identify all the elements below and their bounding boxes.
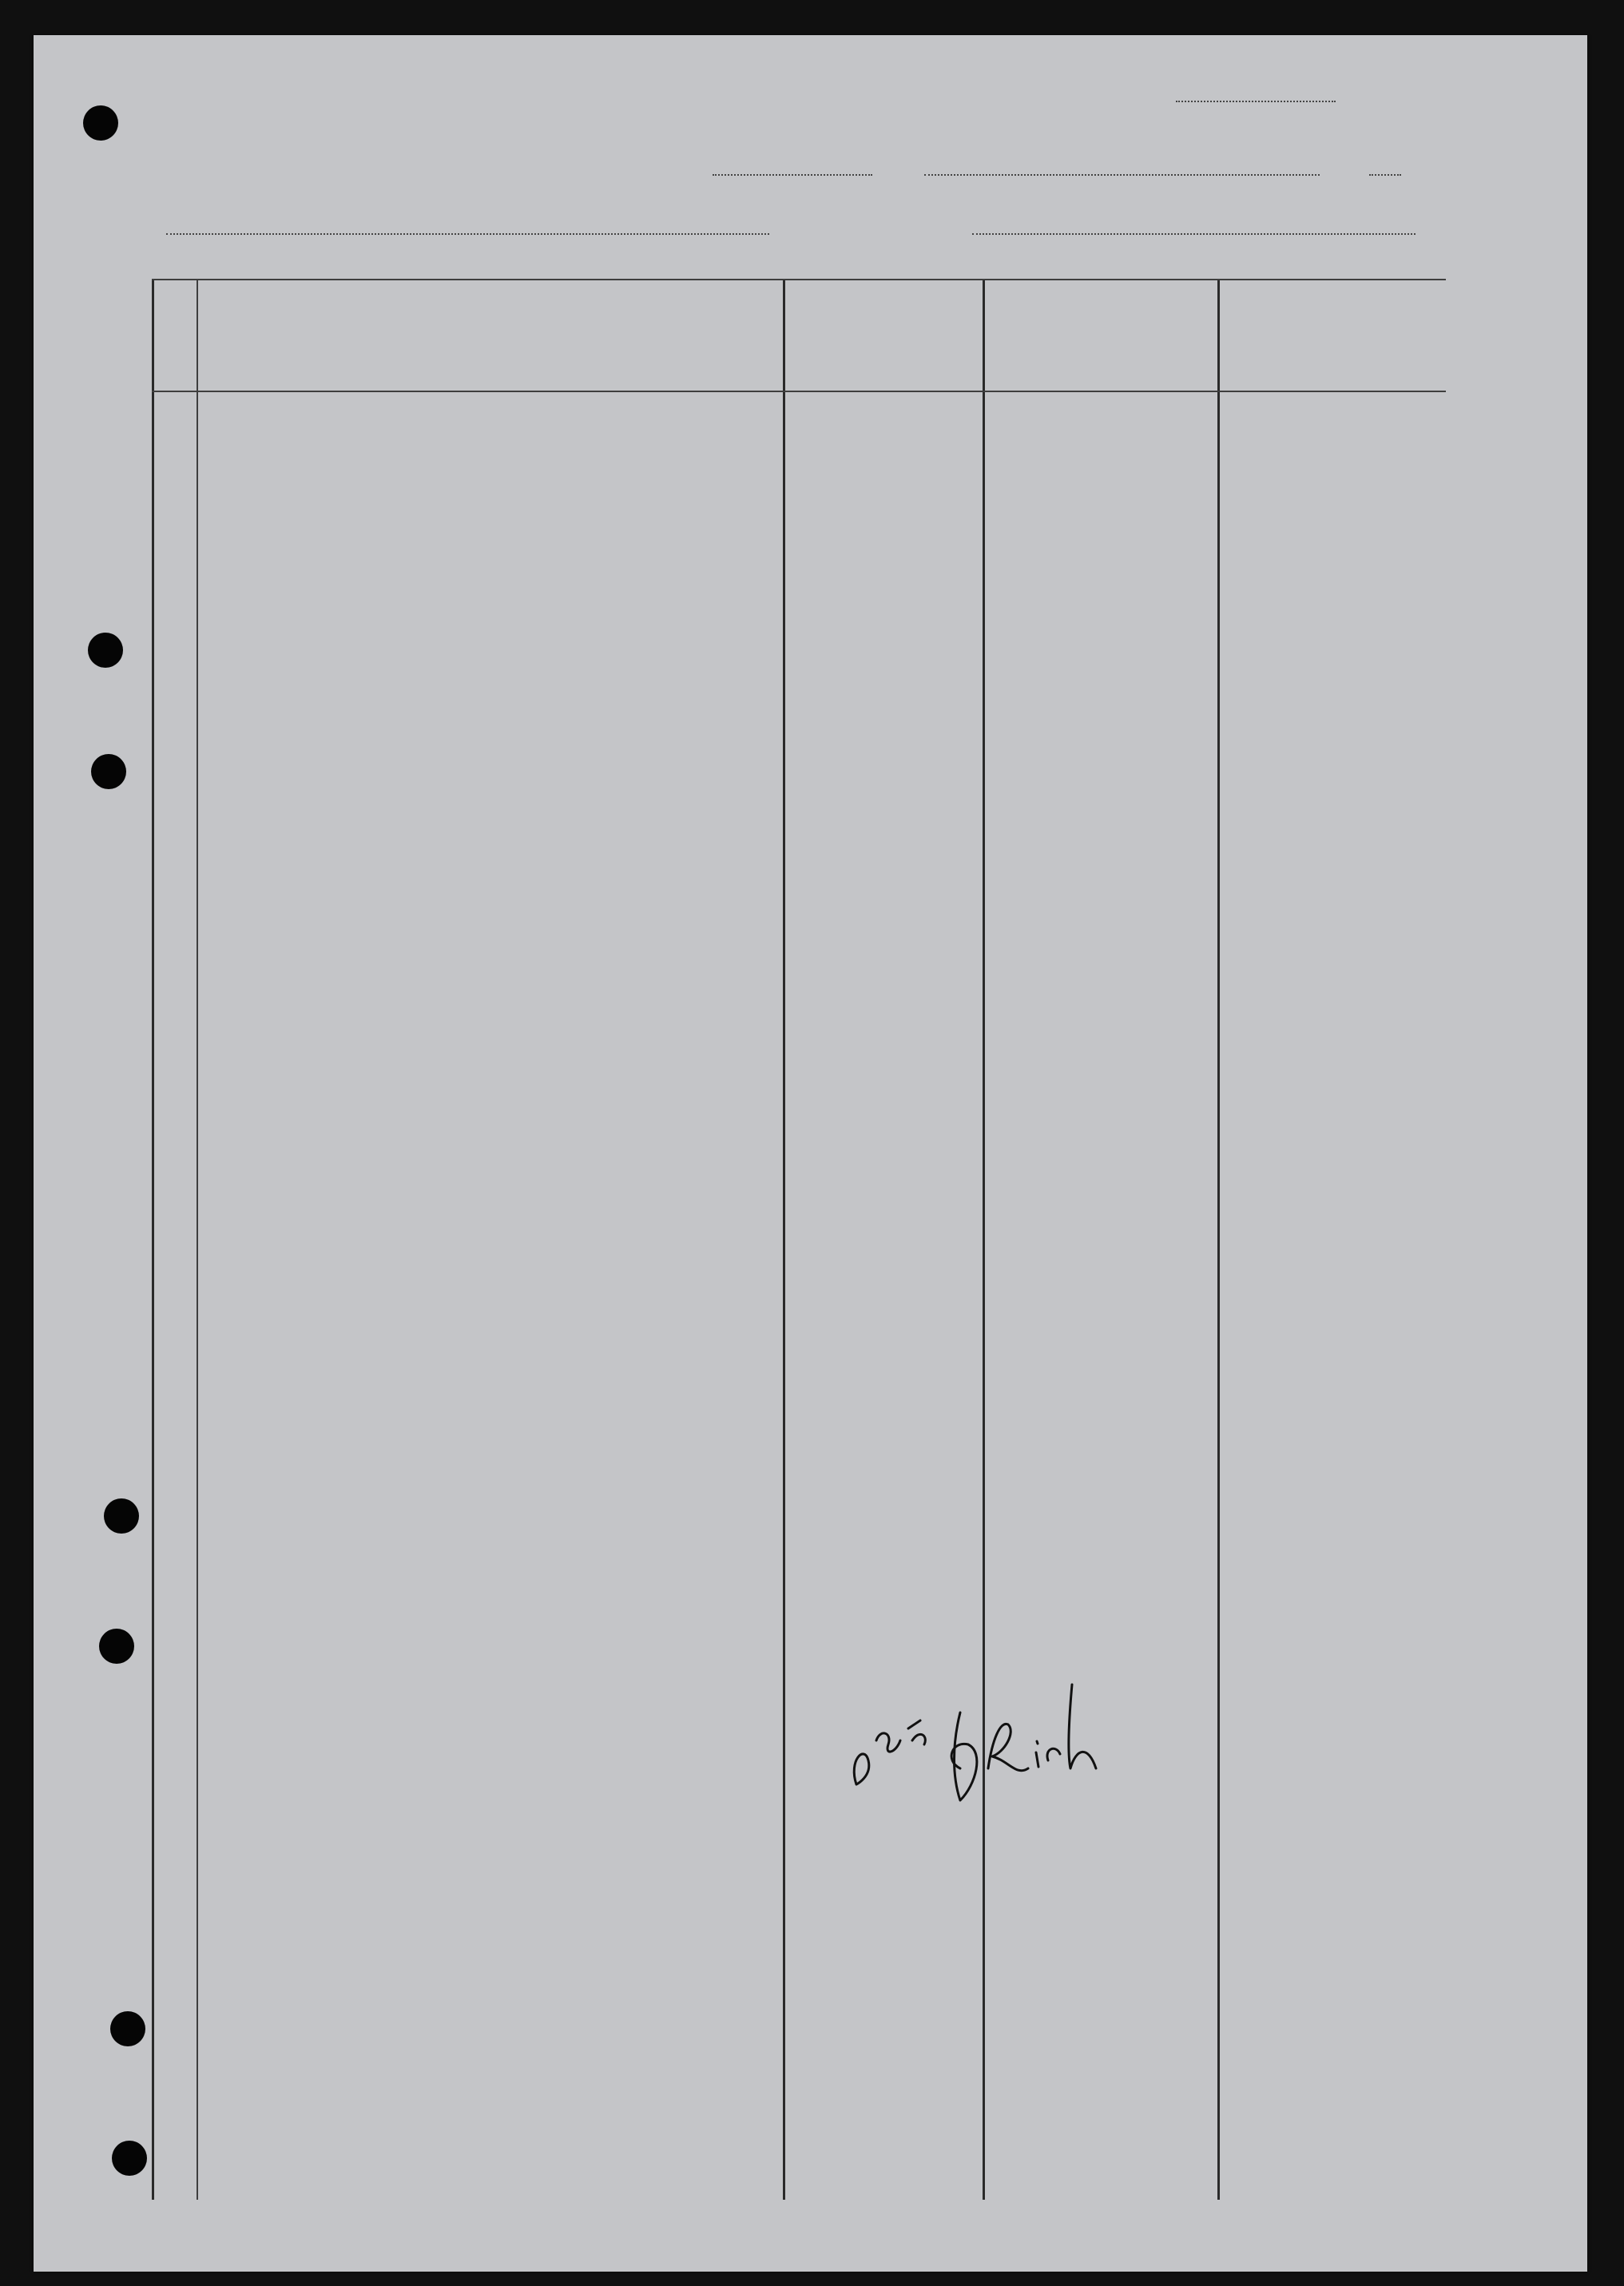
binder-hole	[104, 1498, 139, 1534]
table-top-border	[152, 279, 1446, 280]
binder-hole	[99, 1629, 134, 1664]
passenger-table	[152, 279, 1446, 2200]
form-agency-block	[129, 81, 497, 85]
name-col-divider	[783, 279, 785, 2200]
manifest-page	[34, 35, 1587, 2272]
arrival-underline	[972, 233, 1416, 235]
binder-hole	[112, 2141, 147, 2176]
from-underline	[924, 174, 1320, 176]
year-underline	[1369, 174, 1401, 176]
header-divider	[152, 391, 1446, 392]
class-underline	[713, 174, 872, 176]
binder-hole	[91, 754, 126, 789]
binder-hole	[88, 633, 123, 668]
binder-hole	[83, 105, 118, 141]
vessel-underline	[166, 233, 769, 235]
handwritten-signature	[832, 1665, 1120, 1808]
table-left-border	[152, 279, 154, 2200]
line-col-divider	[197, 279, 198, 2200]
baggage-col-divider	[1217, 279, 1220, 2200]
binder-hole	[110, 2011, 145, 2046]
manifest-no-underline	[1176, 101, 1336, 102]
doc-col-divider	[983, 279, 985, 2200]
